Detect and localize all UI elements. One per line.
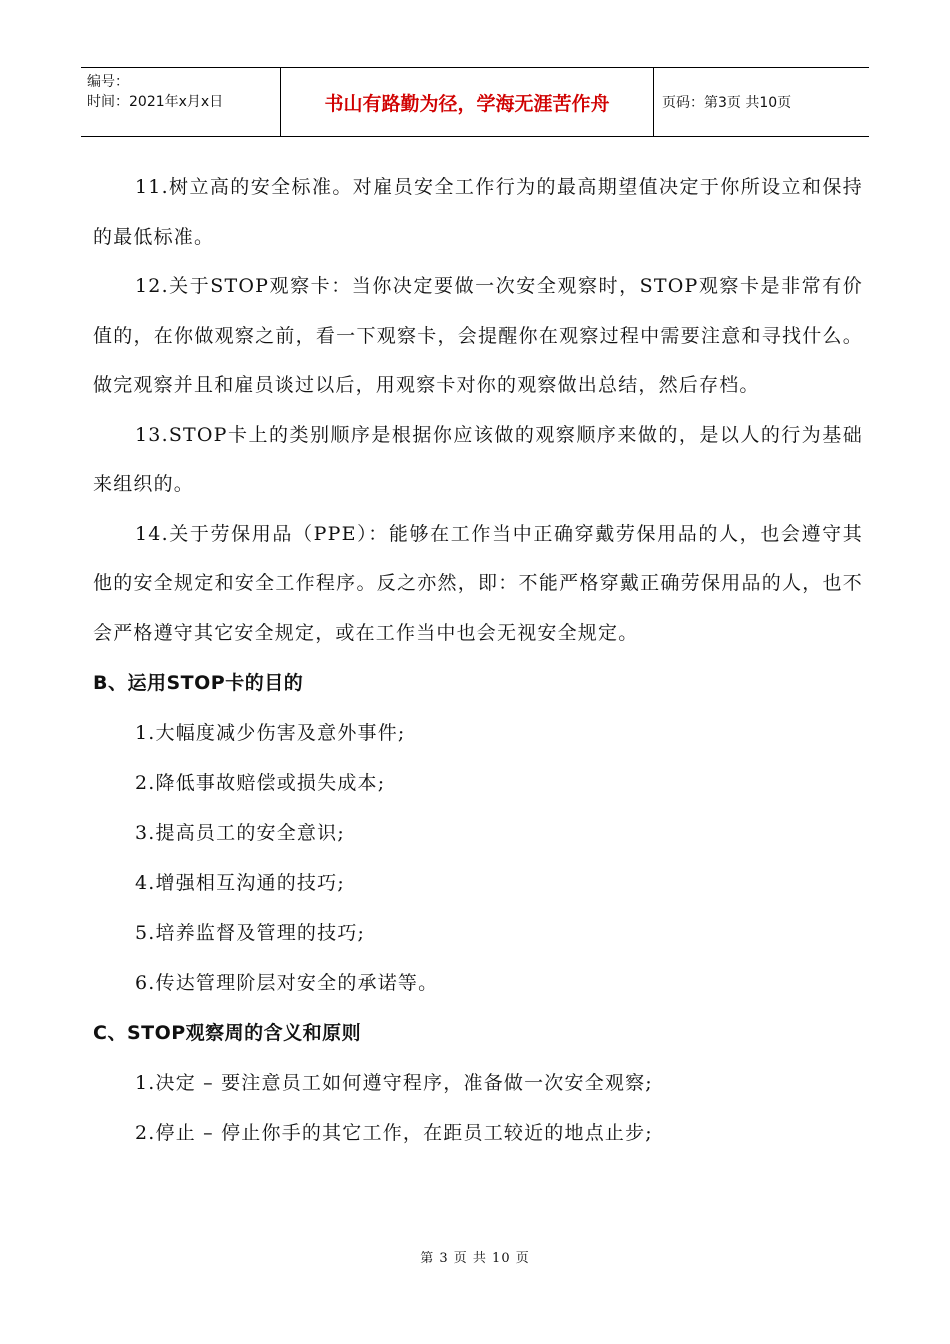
paragraph-11: 11.树立高的安全标准。对雇员安全工作行为的最高期望值决定于你所设立和保持的最低标准。	[93, 176, 863, 248]
page-footer: 第 3 页 共 10 页	[420, 1251, 530, 1266]
section-b-item: 4.增强相互沟通的技巧;	[135, 872, 345, 894]
page-header	[81, 67, 869, 137]
document-body	[93, 163, 863, 1158]
header-slogan: 书山有路勤为径，学海无涯苦作舟	[281, 68, 654, 136]
header-page-info: 页码：第3页 共10页	[662, 95, 792, 111]
section-c-heading: C、STOP观察周的含义和原则	[93, 1022, 362, 1044]
paragraph-12: 12.关于STOP观察卡：当你决定要做一次安全观察时，STOP观察卡是非常有价值的，在你做观察之前，看一下观察卡，会提醒你在观察过程中需要注意和寻找什么。做完观察并且和雇员谈过以后，用观察卡对你的观察做出总结，然后存档。	[93, 275, 863, 396]
section-b-item: 6.传达管理阶层对安全的承诺等。	[135, 972, 439, 994]
section-b-item: 1.大幅度减少伤害及意外事件;	[135, 722, 406, 744]
document-date: 时间：2021年x月x日	[87, 94, 224, 110]
header-meta	[81, 68, 281, 136]
section-c-item: 1.决定 – 要注意员工如何遵守程序，准备做一次安全观察;	[135, 1072, 653, 1094]
section-b-item: 5.培养监督及管理的技巧;	[135, 922, 366, 944]
section-b-item: 2.降低事故赔偿或损失成本;	[135, 772, 386, 794]
section-b-heading: B、运用STOP卡的目的	[93, 672, 304, 694]
paragraph-13: 13.STOP卡上的类别顺序是根据你应该做的观察顺序来做的，是以人的行为基础来组织的。	[93, 423, 863, 495]
document-number: 编号：	[87, 74, 129, 90]
paragraph-14: 14.关于劳保用品（PPE）：能够在工作当中正确穿戴劳保用品的人，也会遵守其他的安全规定和安全工作程序。反之亦然，即：不能严格穿戴正确劳保用品的人，也不会严格遵守其它安全规定，或在工作当中也会无视安全规定。	[93, 522, 863, 644]
section-b-item: 3.提高员工的安全意识;	[135, 822, 345, 844]
section-c-item: 2.停止 – 停止你手的其它工作，在距员工较近的地点止步;	[135, 1122, 653, 1144]
